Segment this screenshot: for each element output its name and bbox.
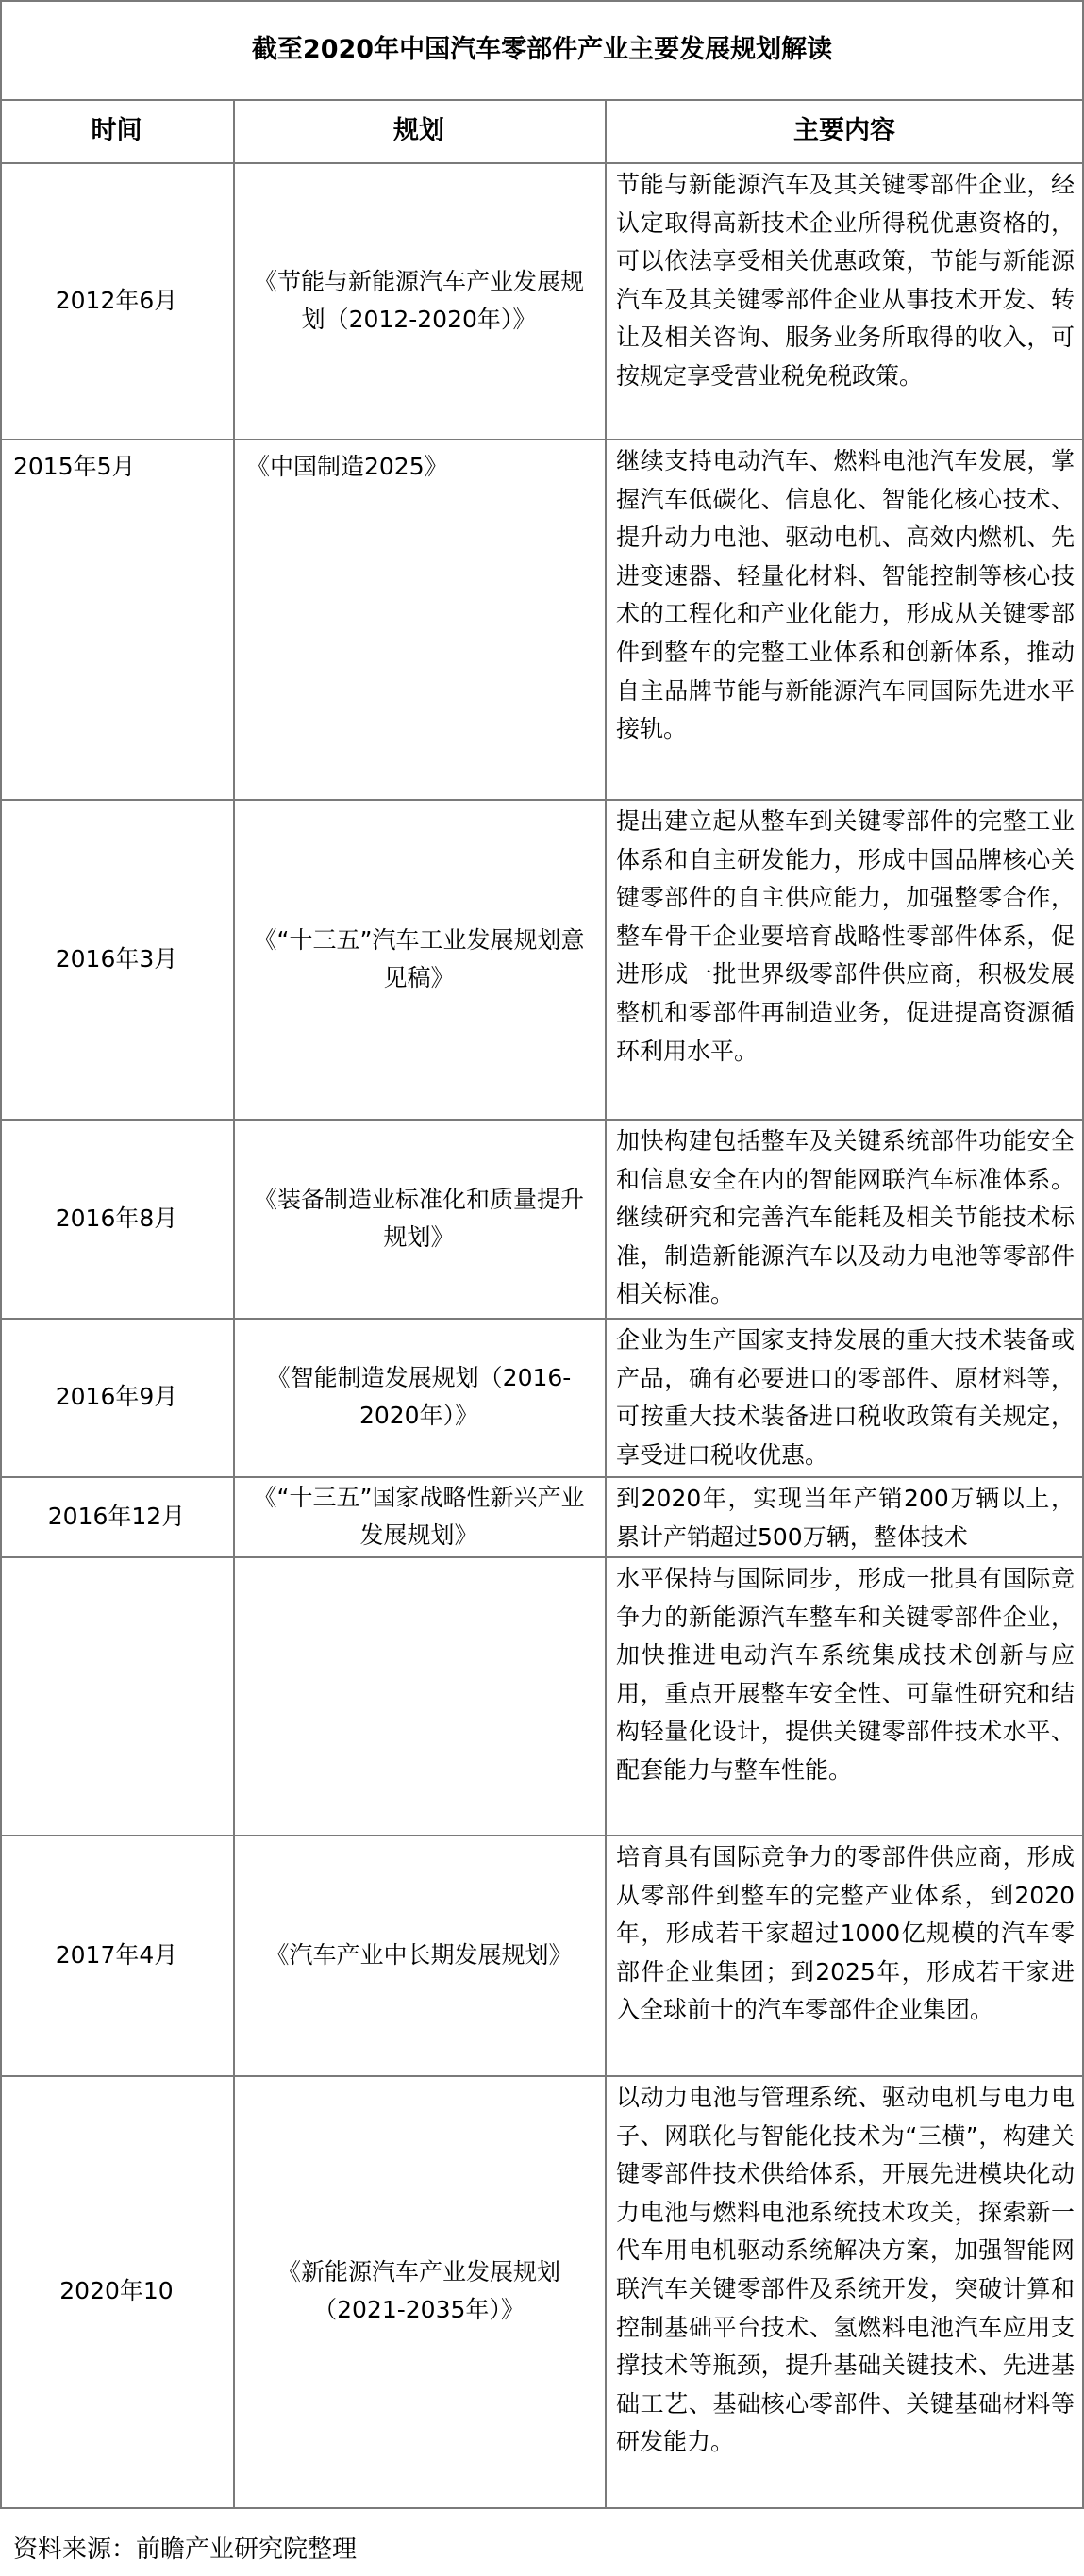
row-content: 节能与新能源汽车及其关键零部件企业，经认定取得高新技术企业所得税优惠资格的，可以依法享受相关优惠政策，节能与新能源汽车及其关键零部件企业从事技术开发、转让及相关咨询、服务业务所取得的收入，可按规定享受营业税免税政策。 [616,171,1075,390]
row-plan: 《“十三五”汽车工业发展规划意见稿》 [253,925,585,991]
row-content: 提出建立起从整车到关键零部件的完整工业体系和自主研发能力，形成中国品牌核心关键零部件的自主供应能力，加强整零合作，整车骨干企业要培育战略性零部件体系，促进形成一批世界级零部件供应商，积极发展整机和零部件再制造业务，促进提高资源循环利用水平。 [616,807,1075,1065]
source-note: 资料来源：前瞻产业研究院整理 [13,2535,358,2564]
header-time: 时间 [91,115,142,145]
row-time: 2016年12月 [47,1502,186,1530]
row-content: 到2020年，实现当年产销200万辆以上，累计产销超过500万辆，整体技术 [616,1485,1075,1551]
row-time: 2015年5月 [13,453,136,480]
row-content: 培育具有国际竞争力的零部件供应商，形成从零部件到整车的完整产业体系，到2020年，形成若干家超过1000亿规模的汽车零部件企业集团；到2025年，形成若干家进入全球前十的汽车零部件企业集团。 [616,1843,1075,2024]
row-time: 2020年10 [59,2277,174,2304]
row-plan: 《装备制造业标准化和质量提升规划》 [253,1185,584,1251]
row-time: 2016年8月 [55,1204,178,1232]
row-plan: 《汽车产业中长期发展规划》 [265,1940,573,1969]
row-content: 加快构建包括整车及关键系统部件功能安全和信息安全在内的智能网联汽车标准体系。继续研究和完善汽车能耗及相关节能技术标准，制造新能源汽车以及动力电池等零部件相关标准。 [616,1127,1075,1308]
row-content: 水平保持与国际同步，形成一批具有国际竞争力的新能源汽车整车和关键零部件企业，加快推进电动汽车系统集成技术创新与应用，重点开展整车安全性、可靠性研究和结构轻量化设计，提供关键零部件技术水平、配套能力与整车性能。 [616,1565,1075,1784]
row-plan: 《节能与新能源汽车产业发展规划（2012-2020年）》 [253,267,584,333]
row-plan [233,1556,605,1835]
row-time: 2016年9月 [55,1383,178,1410]
row-time: 2012年6月 [55,286,178,314]
row-content: 企业为生产国家支持发展的重大技术装备或产品，确有必要进口的零部件、原材料等，可按重大技术装备进口税收政策有关规定，享受进口税收优惠。 [616,1326,1075,1469]
table-title: 截至2020年中国汽车零部件产业主要发展规划解读 [251,34,833,64]
row-content: 以动力电池与管理系统、驱动电机与电力电子、网联化与智能化技术为“三横”，构建关键零部件技术供给体系，开展先进模块化动力电池与燃料电池系统技术攻关，探索新一代车用电机驱动系统解决方案，加强智能网联汽车关键零部件及系统开发，突破计算和控制基础平台技术、氢燃料电池汽车应用支撑技术等瓶颈，提升基础关键技术、先进基础工艺、基础核心零部件、关键基础材料等研发能力。 [616,2084,1075,2456]
row-time: 2016年3月 [55,944,178,972]
rule [0,2507,1084,2509]
row-time [0,1556,233,1835]
row-plan: 《新能源汽车产业发展规划（2021-2035年）》 [276,2258,560,2323]
header-plan: 规划 [393,115,444,145]
row-plan: 《中国制造2025》 [246,453,448,480]
row-content: 继续支持电动汽车、燃料电池汽车发展，掌握汽车低碳化、信息化、智能化核心技术、提升动力电池、驱动电机、高效内燃机、先进变速器、轻量化材料、智能控制等核心技术的工程化和产业化能力，形成从关键零部件到整车的完整工业体系和创新体系，推动自主品牌节能与新能源汽车同国际先进水平接轨。 [616,447,1075,743]
row-time: 2017年4月 [55,1940,178,1969]
row-plan: 《智能制造发展规划（2016-2020年）》 [266,1364,572,1429]
header-content: 主要内容 [793,115,895,145]
row-plan: 《“十三五”国家战略性新兴产业发展规划》 [253,1483,585,1549]
